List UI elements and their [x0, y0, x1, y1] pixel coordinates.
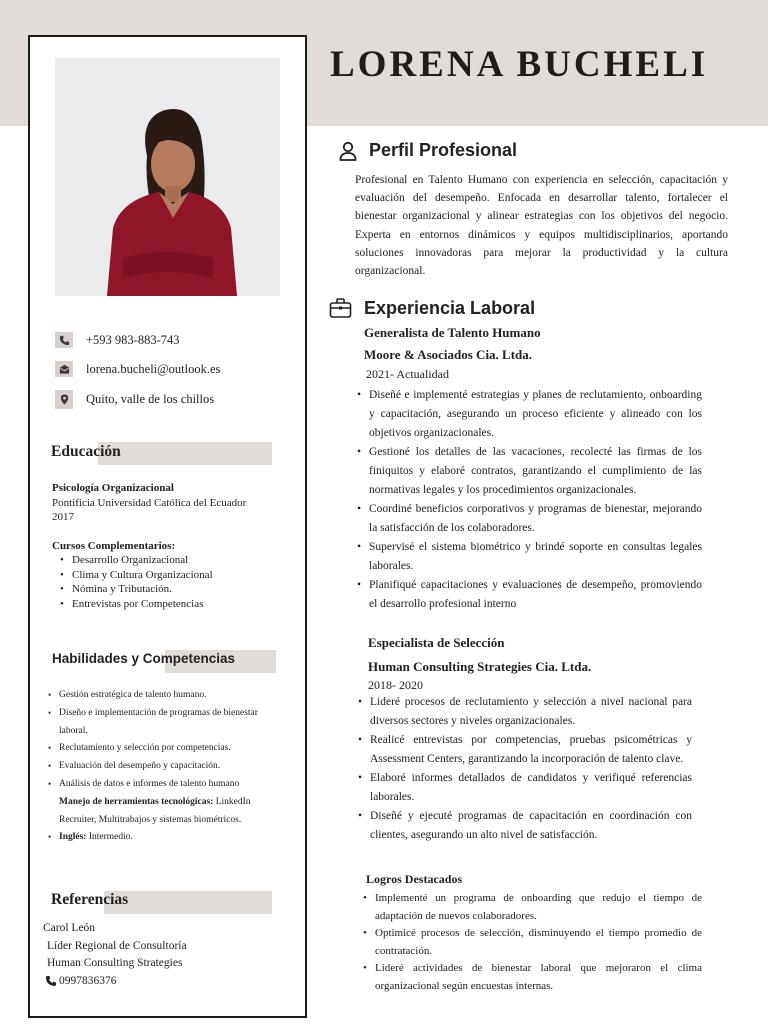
references-heading-bar — [104, 891, 272, 914]
candidate-name: LORENA BUCHELI — [330, 44, 709, 85]
job-bullet: • Coordiné beneficios corporativos y programas de bienestar, mejorando la satisfacción de los colaboradores. — [369, 500, 702, 538]
references-block — [43, 920, 187, 990]
skill-item: • Diseño e implementación de programas de bienestar laboral. — [59, 705, 287, 741]
skill-item: • Gestión estratégica de talento humano. — [59, 687, 287, 705]
courses-list — [72, 553, 292, 611]
job-bullet: • Planifiqué capacitaciones y evaluaciones de desempeño, promoviendo el desarrollo profesional interno — [369, 576, 702, 614]
course-item: • Nómina y Tributación. — [72, 582, 292, 597]
job-bullet: • Diseñé y ejecuté programas de capacitación en coordinación con clientes, asegurando un alto nivel de satisfacción. — [370, 807, 692, 845]
user-icon — [339, 141, 357, 161]
degree: Psicología Organizacional — [52, 482, 174, 494]
phone-icon — [45, 975, 57, 987]
skills-list — [59, 687, 287, 794]
tools-label: Manejo de herramientas tecnológicas: — [59, 796, 214, 807]
job-bullet: • Elaboré informes detallados de candidatos y verifiqué referencias laborales. — [370, 769, 692, 807]
english-label: Inglés: — [59, 832, 87, 843]
contact-location — [55, 390, 214, 409]
experience-heading-text: Experiencia Laboral — [364, 297, 536, 318]
location-text: Quito, valle de los chillos — [86, 392, 215, 406]
job-2-title: Especialista de Selección — [368, 635, 505, 650]
job-1-bullets — [369, 386, 702, 614]
education-heading-bar — [98, 442, 272, 465]
reference-company: Human Consulting Strategies — [47, 957, 183, 969]
contact-phone — [55, 332, 180, 348]
job-bullet: • Gestioné los detalles de las vacaciones, recolecté las firmas de los finiquitos y elaboré contratos, garantizando el cumplimiento de las normativas legales y los procedimientos organizacionales. — [369, 443, 702, 500]
job-2-bullets — [370, 693, 692, 845]
skill-item: • Reclutamiento y selección por competencias. — [59, 740, 287, 758]
language-list — [59, 829, 287, 847]
education-block — [52, 481, 292, 611]
course-item: • Clima y Cultura Organizacional — [72, 568, 292, 583]
experience-heading — [329, 297, 535, 319]
reference-role: Líder Regional de Consultoría — [47, 939, 187, 952]
job-1-title: Generalista de Talento Humano — [364, 325, 541, 340]
skill-item: • Evaluación del desempeño y capacitación. — [59, 758, 287, 776]
job-1-dates: 2021- Actualidad — [366, 367, 449, 381]
graduation-year: 2017 — [52, 511, 74, 523]
phone-icon — [55, 332, 73, 348]
reference-phone: 0997836376 — [59, 974, 117, 987]
education-heading: Educación — [51, 443, 121, 460]
profile-summary: Profesional en Talento Humano con experiencia en selección, capacitación y evaluación del desempeño. Enfocada en desarrollar talento, fortalecer el bienestar organizacional y alinear estrategias con los objetivos del negocio. Experta en entornos dinámicos y equipos multidisciplinarios, aportando soluciones innovadoras para mejorar la productividad y la cultura organizacional. — [355, 174, 728, 278]
skills-heading: Habilidades y Competencias — [52, 651, 236, 666]
job-bullet: • Realicé entrevistas por competencias, pruebas psicométricas y Assessment Centers, garantizando la incorporación de talento clave. — [370, 731, 692, 769]
job-2-dates: 2018- 2020 — [368, 678, 423, 692]
achievements-heading: Logros Destacados — [366, 872, 463, 886]
courses-label: Cursos Complementarios: — [52, 539, 176, 552]
achievement-item: • Optimicé procesos de selección, disminuyendo el tiempo promedio de contratación. — [375, 925, 702, 960]
profile-photo — [55, 58, 280, 296]
job-2-company: Human Consulting Strategies Cia. Ltda. — [368, 659, 592, 674]
job-1-company: Moore & Asociados Cia. Ltda. — [364, 347, 533, 362]
job-bullet: • Supervisé el sistema biométrico y brindé soporte en consultas legales laborales. — [369, 538, 702, 576]
reference-name: Carol León — [43, 922, 96, 934]
job-bullet: • Lideré procesos de reclutamiento y selección a nivel nacional para diversos sectores y niveles organizacionales. — [370, 693, 692, 731]
envelope-icon — [55, 361, 73, 377]
language-item — [59, 829, 287, 847]
reference-phone-line — [45, 973, 187, 991]
email-text: lorena.bucheli@outlook.es — [86, 361, 221, 376]
tools-line — [59, 794, 287, 830]
briefcase-icon — [329, 297, 352, 319]
achievement-item: • Implementé un programa de onboarding que redujo el tiempo de adaptación de nuevos colaboradores. — [375, 890, 702, 925]
course-item: • Desarrollo Organizacional — [72, 553, 292, 568]
english-text: Intermedio. — [86, 832, 133, 843]
profile-heading — [339, 140, 517, 161]
job-bullet: • Diseñé e implementé estrategias y planes de reclutamiento, onboarding y capacitación, asegurando un proceso eficiente y alineado con los objetivos organizacionales. — [369, 386, 702, 443]
tools-text: LinkedIn Recruiter, Multitrabajos y sistemas biométricos. — [59, 796, 251, 825]
skill-item: • Análisis de datos e informes de talento humano — [59, 776, 287, 794]
institution: Pontificia Universidad Católica del Ecuador — [52, 496, 247, 509]
references-heading: Referencias — [51, 891, 129, 908]
achievement-item: • Lideré actividades de bienestar laboral que mejoraron el clima organizacional según encuestas internas. — [375, 960, 702, 995]
achievements-list — [375, 890, 702, 995]
course-item: • Entrevistas por Competencias — [72, 597, 292, 612]
phone-text: +593 983-883-743 — [86, 332, 180, 347]
location-pin-icon — [55, 390, 73, 409]
contact-email — [55, 361, 220, 377]
skills-block — [47, 687, 287, 847]
profile-heading-text: Perfil Profesional — [369, 140, 518, 160]
